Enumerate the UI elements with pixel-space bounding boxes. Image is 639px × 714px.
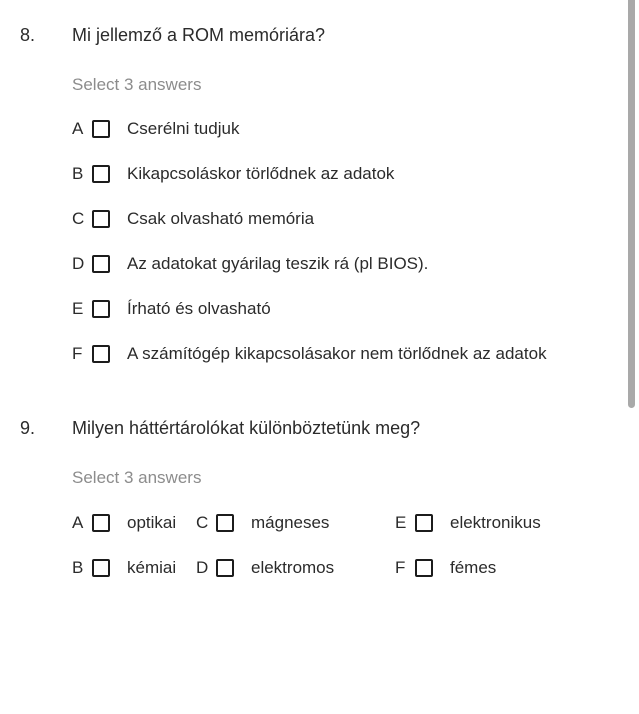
option-label: optikai	[127, 512, 177, 532]
option-label: Kikapcsoláskor törlődnek az adatok	[127, 163, 395, 183]
checkbox-icon[interactable]	[415, 559, 433, 577]
option-label: Cserélni tudjuk	[127, 118, 240, 138]
answer-option-e[interactable]	[0, 286, 639, 331]
answer-option-a[interactable]	[0, 500, 196, 545]
checkbox-icon[interactable]	[216, 514, 234, 532]
option-label: elektronikus	[450, 512, 541, 532]
select-count-hint: Select 3 answers	[72, 468, 202, 487]
checkbox-icon[interactable]	[92, 300, 110, 318]
option-label: fémes	[450, 557, 497, 577]
checkbox-icon[interactable]	[92, 255, 110, 273]
answer-option-a[interactable]	[0, 106, 639, 151]
option-letter: E	[72, 298, 84, 318]
answer-option-c[interactable]	[0, 196, 639, 241]
scrollbar[interactable]	[628, 0, 635, 408]
question-8-options	[0, 106, 639, 376]
option-letter: E	[395, 512, 407, 532]
checkbox-icon[interactable]	[92, 345, 110, 363]
option-letter: A	[72, 512, 84, 532]
option-label: Írható és olvasható	[127, 298, 271, 318]
option-letter: C	[196, 512, 209, 532]
question-9-options	[0, 500, 639, 590]
option-letter: D	[72, 253, 85, 273]
option-letter: C	[72, 208, 85, 228]
option-letter: B	[72, 557, 84, 577]
answer-option-b[interactable]	[0, 545, 196, 590]
checkbox-icon[interactable]	[216, 559, 234, 577]
option-label: Az adatokat gyárilag teszik rá (pl BIOS).	[127, 253, 429, 273]
option-letter: A	[72, 118, 84, 138]
checkbox-icon[interactable]	[415, 514, 433, 532]
answer-option-c[interactable]	[196, 500, 395, 545]
answer-option-d[interactable]	[0, 241, 639, 286]
answer-option-e[interactable]	[395, 500, 639, 545]
option-letter: D	[196, 557, 209, 577]
option-label: kémiai	[127, 557, 177, 577]
question-8-header	[20, 23, 639, 47]
checkbox-icon[interactable]	[92, 514, 110, 532]
option-letter: F	[72, 343, 83, 363]
checkbox-icon[interactable]	[92, 165, 110, 183]
option-label: A számítógép kikapcsolásakor nem törlődnek az adatok	[127, 343, 547, 363]
option-label: elektromos	[251, 557, 335, 577]
checkbox-icon[interactable]	[92, 559, 110, 577]
option-letter: F	[395, 557, 406, 577]
option-label: mágneses	[251, 512, 330, 532]
question-9-header	[20, 416, 639, 440]
question-title: Mi jellemző a ROM memóriára?	[72, 25, 326, 45]
question-number: 8.	[20, 25, 36, 45]
answer-option-d[interactable]	[196, 545, 395, 590]
checkbox-icon[interactable]	[92, 210, 110, 228]
answer-option-f[interactable]	[395, 545, 639, 590]
select-count-hint: Select 3 answers	[72, 75, 202, 94]
question-title: Milyen háttértárolókat különböztetünk meg?	[72, 418, 421, 438]
checkbox-icon[interactable]	[92, 120, 110, 138]
option-letter: B	[72, 163, 84, 183]
question-number: 9.	[20, 418, 36, 438]
answer-option-f[interactable]	[0, 331, 639, 376]
option-label: Csak olvasható memória	[127, 208, 315, 228]
question-9	[0, 416, 639, 590]
answer-option-b[interactable]	[0, 151, 639, 196]
